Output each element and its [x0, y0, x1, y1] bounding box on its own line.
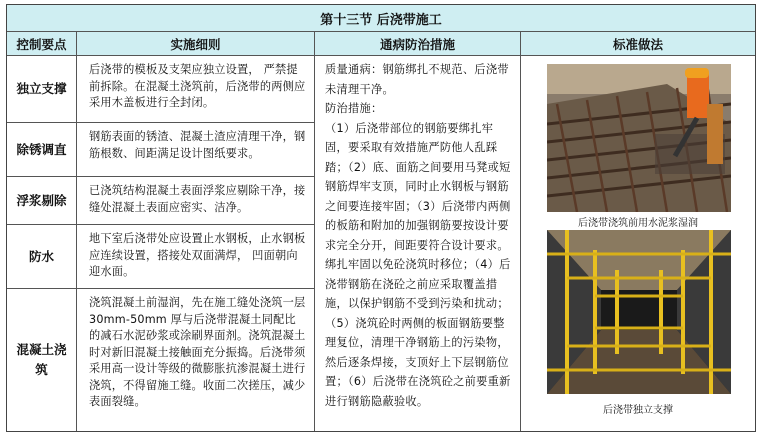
photo1-caption: 后浇带浇筑前用水泥浆湿润: [578, 218, 698, 229]
header-defect-prevention: 通病防治措施: [315, 32, 521, 56]
row-point-support: 独立支撑: [7, 56, 77, 123]
rebar-wetting-photo: [547, 64, 731, 212]
row-detail-rust: 钢筋表面的锈渣、混凝土渣应清理干净，钢筋根数、间距满足设计图纸要求。: [77, 123, 315, 177]
row-detail-pour: 浇筑混凝土前湿润，先在施工缝处浇筑一层 30mm-50mm 厚与后浇带混凝土同配比的减石水泥砂浆或涂刷界面剂。浇筑混凝土时对新旧混凝土接触面充分振捣。后浇带须采用高一设计等级的微膨胀抗渗混凝土进行浇筑，不得留施工缝。收面二次搓压，减少表面裂缝。: [77, 289, 315, 431]
header-details: 实施细则: [77, 32, 315, 56]
row-point-waterproof: 防水: [7, 225, 77, 289]
defect-measures: [315, 56, 521, 431]
row-detail-laitance: 已浇筑结构混凝土表面浮浆应剔除干净，接缝处混凝土表面应密实、洁净。: [77, 177, 315, 225]
row-point-laitance: 浮浆剔除: [7, 177, 77, 225]
measures-items: （1）后浇带部位的钢筋要绑扎牢固，要采取有效措施严防他人乱踩踏；（2）底、面筋之间要用马凳或短钢筋焊牢支顶，同时止水钢板与钢筋之间要连接牢固；（3）后浇带内两侧的板筋和附加的加强钢筋要按设计要求完全分开，间距要符合设计要求。绑扎牢固以免砼浇筑时移位；（4）后浇带钢筋在浇砼之前应采取覆盖措施，以保护钢筋不受到污染和扰动；（5）浇筑砼时两侧的板面钢筋要整理复位，清理干净钢筋上的污染物，然后逐条焊接，支顶好上下层钢筋位置；（6）后浇带在浇筑砼之前要重新进行钢筋隐蔽验收。: [325, 121, 511, 408]
row-detail-waterproof: 地下室后浇带处应设置止水钢板，止水钢板应连续设置，搭接处双面满焊， 凹面朝向迎水面。: [77, 225, 315, 289]
construction-table: [6, 4, 756, 432]
row-point-pour: 混凝土浇筑: [7, 289, 77, 431]
row-point-rust: 除锈调直: [7, 123, 77, 177]
row-detail-support: 后浇带的模板及支架应独立设置， 严禁提前拆除。在混凝土浇筑前，后浇带的两侧应采用木盖板进行全封闭。: [77, 56, 315, 123]
header-standard-practice: 标准做法: [521, 32, 755, 56]
measures-heading: 防治措施：: [325, 102, 383, 115]
header-control-points: 控制要点: [7, 32, 77, 56]
photo2-caption: 后浇带独立支撑: [603, 405, 673, 416]
section-title: 第十三节 后浇带施工: [7, 5, 755, 32]
standard-practice-panel: [521, 56, 755, 431]
independent-support-photo: [547, 230, 731, 394]
measures-defect: 质量通病：钢筋绑扎不规范、后浇带未清理干净。: [325, 63, 509, 96]
